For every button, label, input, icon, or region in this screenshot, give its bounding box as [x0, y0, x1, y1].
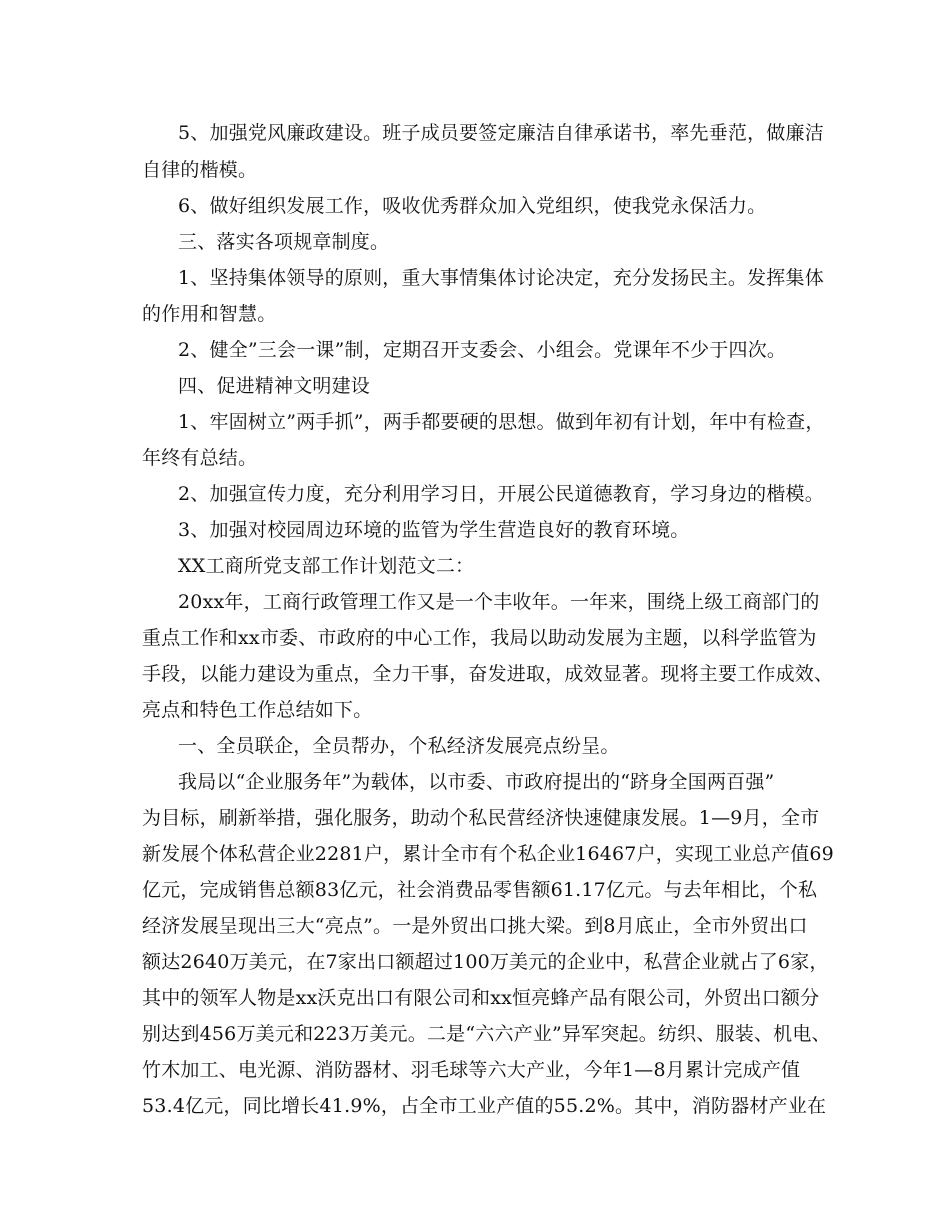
text-line: 20xx年，工商行政管理工作又是一个丰收年。一年来，围绕上级工商部门的 [178, 591, 820, 613]
text-line: 1、牢固树立”两手抓”，两手都要硬的思想。做到年初有计划，年中有检查， [178, 411, 825, 433]
text-line: 6、做好组织发展工作，吸收优秀群众加入党组织，使我党永保活力。 [178, 195, 767, 217]
text-line: 额达2640万美元，在7家出口额超过100万美元的企业中，私营企业就占了6家， [142, 951, 829, 973]
text-line: 年终有总结。 [142, 447, 258, 469]
text-line: 经济发展呈现出三大“亮点”。一是外贸出口挑大梁。到8月底止，全市外贸出口 [142, 915, 808, 937]
text-line: 为目标，刷新举措，强化服务，助动个私民营经济快速健康发展。1—9月，全市 [142, 807, 820, 829]
text-line: 2、加强宣传力度，充分利用学习日，开展公民道德教育，学习身边的楷模。 [178, 483, 824, 505]
text-line: 新发展个体私营企业2281户，累计全市有个私企业16467户，实现工业总产值69 [142, 843, 834, 865]
text-line: 自律的楷模。 [142, 159, 258, 181]
section-heading: 四、促进精神文明建设 [178, 375, 371, 397]
text-line: 别达到456万美元和223万美元。二是“六六产业”异军突起。纺织、服装、机电、 [142, 1023, 831, 1045]
text-line: 手段，以能力建设为重点，全力干事，奋发进取，成效显著。现将主要工作成效、 [142, 663, 834, 685]
text-line: 亿元，完成销售总额83亿元，社会消费品零售额61.17亿元。与去年相比，个私 [142, 879, 818, 901]
text-line: 重点工作和xx市委、市政府的中心工作，我局以助动发展为主题，以科学监管为 [142, 627, 817, 649]
text-line: 3、加强对校园周边环境的监管为学生营造良好的教育环境。 [178, 519, 690, 541]
text-line: 5、加强党风廉政建设。班子成员要签定廉洁自律承诺书，率先垂范，做廉洁 [178, 122, 824, 144]
text-line: 2、健全”三会一课”制，定期召开支委会、小组会。党课年不少于四次。 [178, 339, 787, 361]
text-line: 竹木加工、电光源、消防器材、羽毛球等六大产业，今年1—8月累计完成产值 [142, 1059, 801, 1081]
text-line: 其中的领军人物是xx沃克出口有限公司和xx恒亮蜂产品有限公司，外贸出口额分 [142, 987, 820, 1009]
section-heading: XX工商所党支部工作计划范文二： [178, 555, 475, 577]
text-line: 我局以“企业服务年”为载体，以市委、市政府提出的“跻身全国两百强” [178, 771, 775, 793]
text-line: 1、坚持集体领导的原则，重大事情集体讨论决定，充分发扬民主。发挥集体 [178, 267, 824, 289]
text-line: 亮点和特色工作总结如下。 [142, 699, 373, 721]
text-line: 53.4亿元，同比增长41.9%，占全市工业产值的55.2%。其中，消防器材产业在 [142, 1095, 827, 1117]
text-line: 的作用和智慧。 [142, 303, 277, 325]
section-heading: 三、落实各项规章制度。 [178, 231, 390, 253]
section-heading: 一、全员联企，全员帮办，个私经济发展亮点纷呈。 [178, 735, 620, 757]
